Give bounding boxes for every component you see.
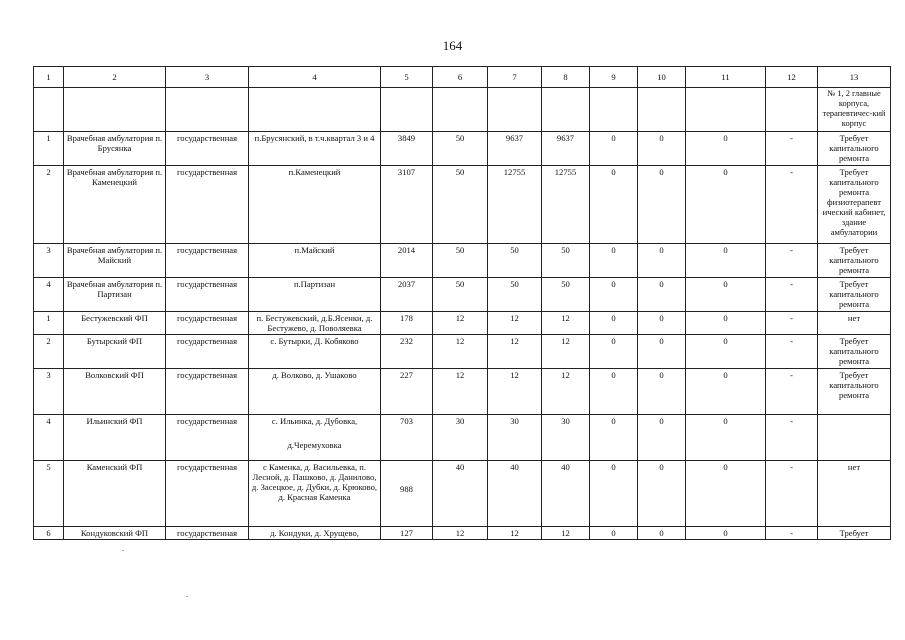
served-settlements: п.Брусянский, в т.ч.квартал 3 и 4 [249,132,381,166]
col-6-value: 12 [433,335,488,369]
ownership-type: государственная [166,312,249,335]
table-row [34,415,891,461]
population-value: 988 [400,484,413,494]
col-9-value: 0 [590,312,638,335]
row-number: 3 [34,244,64,278]
table-row [34,527,891,540]
col-9-value: 0 [590,527,638,540]
condition-note: нет [818,312,891,335]
col-7-value: 30 [488,415,542,461]
intro-note: № 1, 2 главные корпуса, терапевтичес-кий корпус [818,88,891,132]
col-12-value: - [766,335,818,369]
served-settlements: д. Волково, д. Ушаково [249,369,381,415]
col-11-value: 0 [686,278,766,312]
col-6-value: 30 [433,415,488,461]
condition-note: нет [818,461,891,527]
condition-note: Требует капитального ремонта [818,244,891,278]
address-line: д.Черемуховка [287,440,342,450]
facility-name: Бестужевский ФП [64,312,166,335]
col-12-value: - [766,278,818,312]
col-7-value: 40 [488,461,542,527]
table-row [34,335,891,369]
facility-name: Врачебная амбулатория п. Партизан [64,278,166,312]
col-8-value: 50 [542,244,590,278]
col-10-value: 0 [638,312,686,335]
col-10-value: 0 [638,278,686,312]
table-row [34,312,891,335]
ownership-type: государственная [166,415,249,461]
row-number: 6 [34,527,64,540]
facility-name: Ильинский ФП [64,415,166,461]
population: 232 [381,335,433,369]
table-row [34,369,891,415]
col-11-value: 0 [686,244,766,278]
ownership-type: государственная [166,335,249,369]
col-8-value: 12 [542,369,590,415]
col-12-value: - [766,312,818,335]
facility-name: Волковский ФП [64,369,166,415]
col-6-value: 50 [433,132,488,166]
col-8-value: 12 [542,312,590,335]
ownership-type: государственная [166,166,249,244]
column-header: 1 [34,67,64,88]
col-12-value: - [766,461,818,527]
col-10-value: 0 [638,335,686,369]
facility-name: Каменский ФП [64,461,166,527]
table-row [34,278,891,312]
col-10-value: 0 [638,132,686,166]
col-6-value: 12 [433,312,488,335]
col-12-value: - [766,527,818,540]
condition-note: Требует капитального ремонта [818,132,891,166]
col-12-value: - [766,415,818,461]
served-settlements: п.Майский [249,244,381,278]
scan-speck [186,596,188,597]
table-row [34,461,891,527]
col-9-value: 0 [590,278,638,312]
column-header: 11 [686,67,766,88]
population: 3849 [381,132,433,166]
col-10-value: 0 [638,244,686,278]
col-7-value: 50 [488,244,542,278]
column-header: 6 [433,67,488,88]
col-12-value: - [766,244,818,278]
col-11-value: 0 [686,369,766,415]
condition-note: Требует [818,527,891,540]
ownership-type: государственная [166,244,249,278]
col-9-value: 0 [590,132,638,166]
col-7-value: 12755 [488,166,542,244]
row-number: 1 [34,132,64,166]
row-number: 2 [34,166,64,244]
column-header: 8 [542,67,590,88]
facility-name: Врачебная амбулатория п. Каменецкий [64,166,166,244]
col-11-value: 0 [686,461,766,527]
col-6-value: 40 [433,461,488,527]
column-header: 10 [638,67,686,88]
population: 227 [381,369,433,415]
page-number: 164 [442,38,463,53]
col-7-value: 12 [488,527,542,540]
column-header: 13 [818,67,891,88]
row-number: 1 [34,312,64,335]
row-number: 4 [34,278,64,312]
col-8-value: 12 [542,335,590,369]
facilities-table [33,66,891,540]
col-6-value: 12 [433,369,488,415]
col-11-value: 0 [686,527,766,540]
col-12-value: - [766,132,818,166]
population: 703 [381,415,433,461]
condition-note: Требует капитального ремонта физиотерапевт ический кабинет, здание амбулатории [818,166,891,244]
ownership-type: государственная [166,278,249,312]
col-7-value: 12 [488,369,542,415]
col-8-value: 12755 [542,166,590,244]
population [381,461,433,527]
column-header: 9 [590,67,638,88]
population: 3107 [381,166,433,244]
col-11-value: 0 [686,312,766,335]
col-10-value: 0 [638,527,686,540]
population: 178 [381,312,433,335]
row-number: 3 [34,369,64,415]
column-header: 2 [64,67,166,88]
row-number: 4 [34,415,64,461]
col-7-value: 9637 [488,132,542,166]
served-settlements: с Каменка, д. Васильевка, п. Лесной, д. Пашково, д. Данилово, д. Засецкое, д. Дубки, д. Крюково, д. Красная Каменка [249,461,381,527]
column-header: 5 [381,67,433,88]
col-7-value: 50 [488,278,542,312]
table-row [34,132,891,166]
col-12-value: - [766,166,818,244]
population: 2014 [381,244,433,278]
table-row [34,166,891,244]
column-header: 4 [249,67,381,88]
column-header: 12 [766,67,818,88]
served-settlements: п.Партизан [249,278,381,312]
ownership-type: государственная [166,527,249,540]
col-9-value: 0 [590,166,638,244]
col-12-value: - [766,369,818,415]
col-9-value: 0 [590,415,638,461]
ownership-type: государственная [166,369,249,415]
col-8-value: 40 [542,461,590,527]
address-line: с. Ильинка, д. Дубовка, [271,416,358,426]
served-settlements: с. Бутырки, Д. Кобяково [249,335,381,369]
col-11-value: 0 [686,132,766,166]
population: 127 [381,527,433,540]
table-row [34,244,891,278]
col-10-value: 0 [638,415,686,461]
col-9-value: 0 [590,244,638,278]
population: 2037 [381,278,433,312]
col-6-value: 50 [433,278,488,312]
row-number: 5 [34,461,64,527]
col-8-value: 12 [542,527,590,540]
facility-name: Врачебная амбулатория п. Майский [64,244,166,278]
served-settlements: д. Кондуки, д. Хрущево, [249,527,381,540]
column-header: 3 [166,67,249,88]
col-10-value: 0 [638,166,686,244]
col-11-value: 0 [686,166,766,244]
col-9-value: 0 [590,369,638,415]
col-7-value: 12 [488,312,542,335]
col-7-value: 12 [488,335,542,369]
col-6-value: 50 [433,166,488,244]
col-6-value: 12 [433,527,488,540]
condition-note: Требует капитального ремонта [818,278,891,312]
column-header: 7 [488,67,542,88]
col-8-value: 30 [542,415,590,461]
col-6-value: 50 [433,244,488,278]
col-11-value: 0 [686,415,766,461]
col-9-value: 0 [590,335,638,369]
facility-name: Кондуковский ФП [64,527,166,540]
col-10-value: 0 [638,461,686,527]
ownership-type: государственная [166,132,249,166]
facility-name: Бутырский ФП [64,335,166,369]
facility-name: Врачебная амбулатория п. Брусянка [64,132,166,166]
col-11-value: 0 [686,335,766,369]
condition-note: Требует капитального ремонта [818,335,891,369]
condition-note: Требует капитального ремонта [818,369,891,415]
row-number: 2 [34,335,64,369]
col-10-value: 0 [638,369,686,415]
served-settlements: п.Каменецкий [249,166,381,244]
col-9-value: 0 [590,461,638,527]
served-settlements [249,415,381,461]
col-8-value: 9637 [542,132,590,166]
scan-speck [122,550,124,551]
column-number-row [34,67,891,88]
served-settlements: п. Бестужевский, д.Б.Ясенки, д. Бестужево, д. Поволяевка [249,312,381,335]
intro-row [34,88,891,132]
ownership-type: государственная [166,461,249,527]
col-8-value: 50 [542,278,590,312]
condition-note [818,415,891,461]
